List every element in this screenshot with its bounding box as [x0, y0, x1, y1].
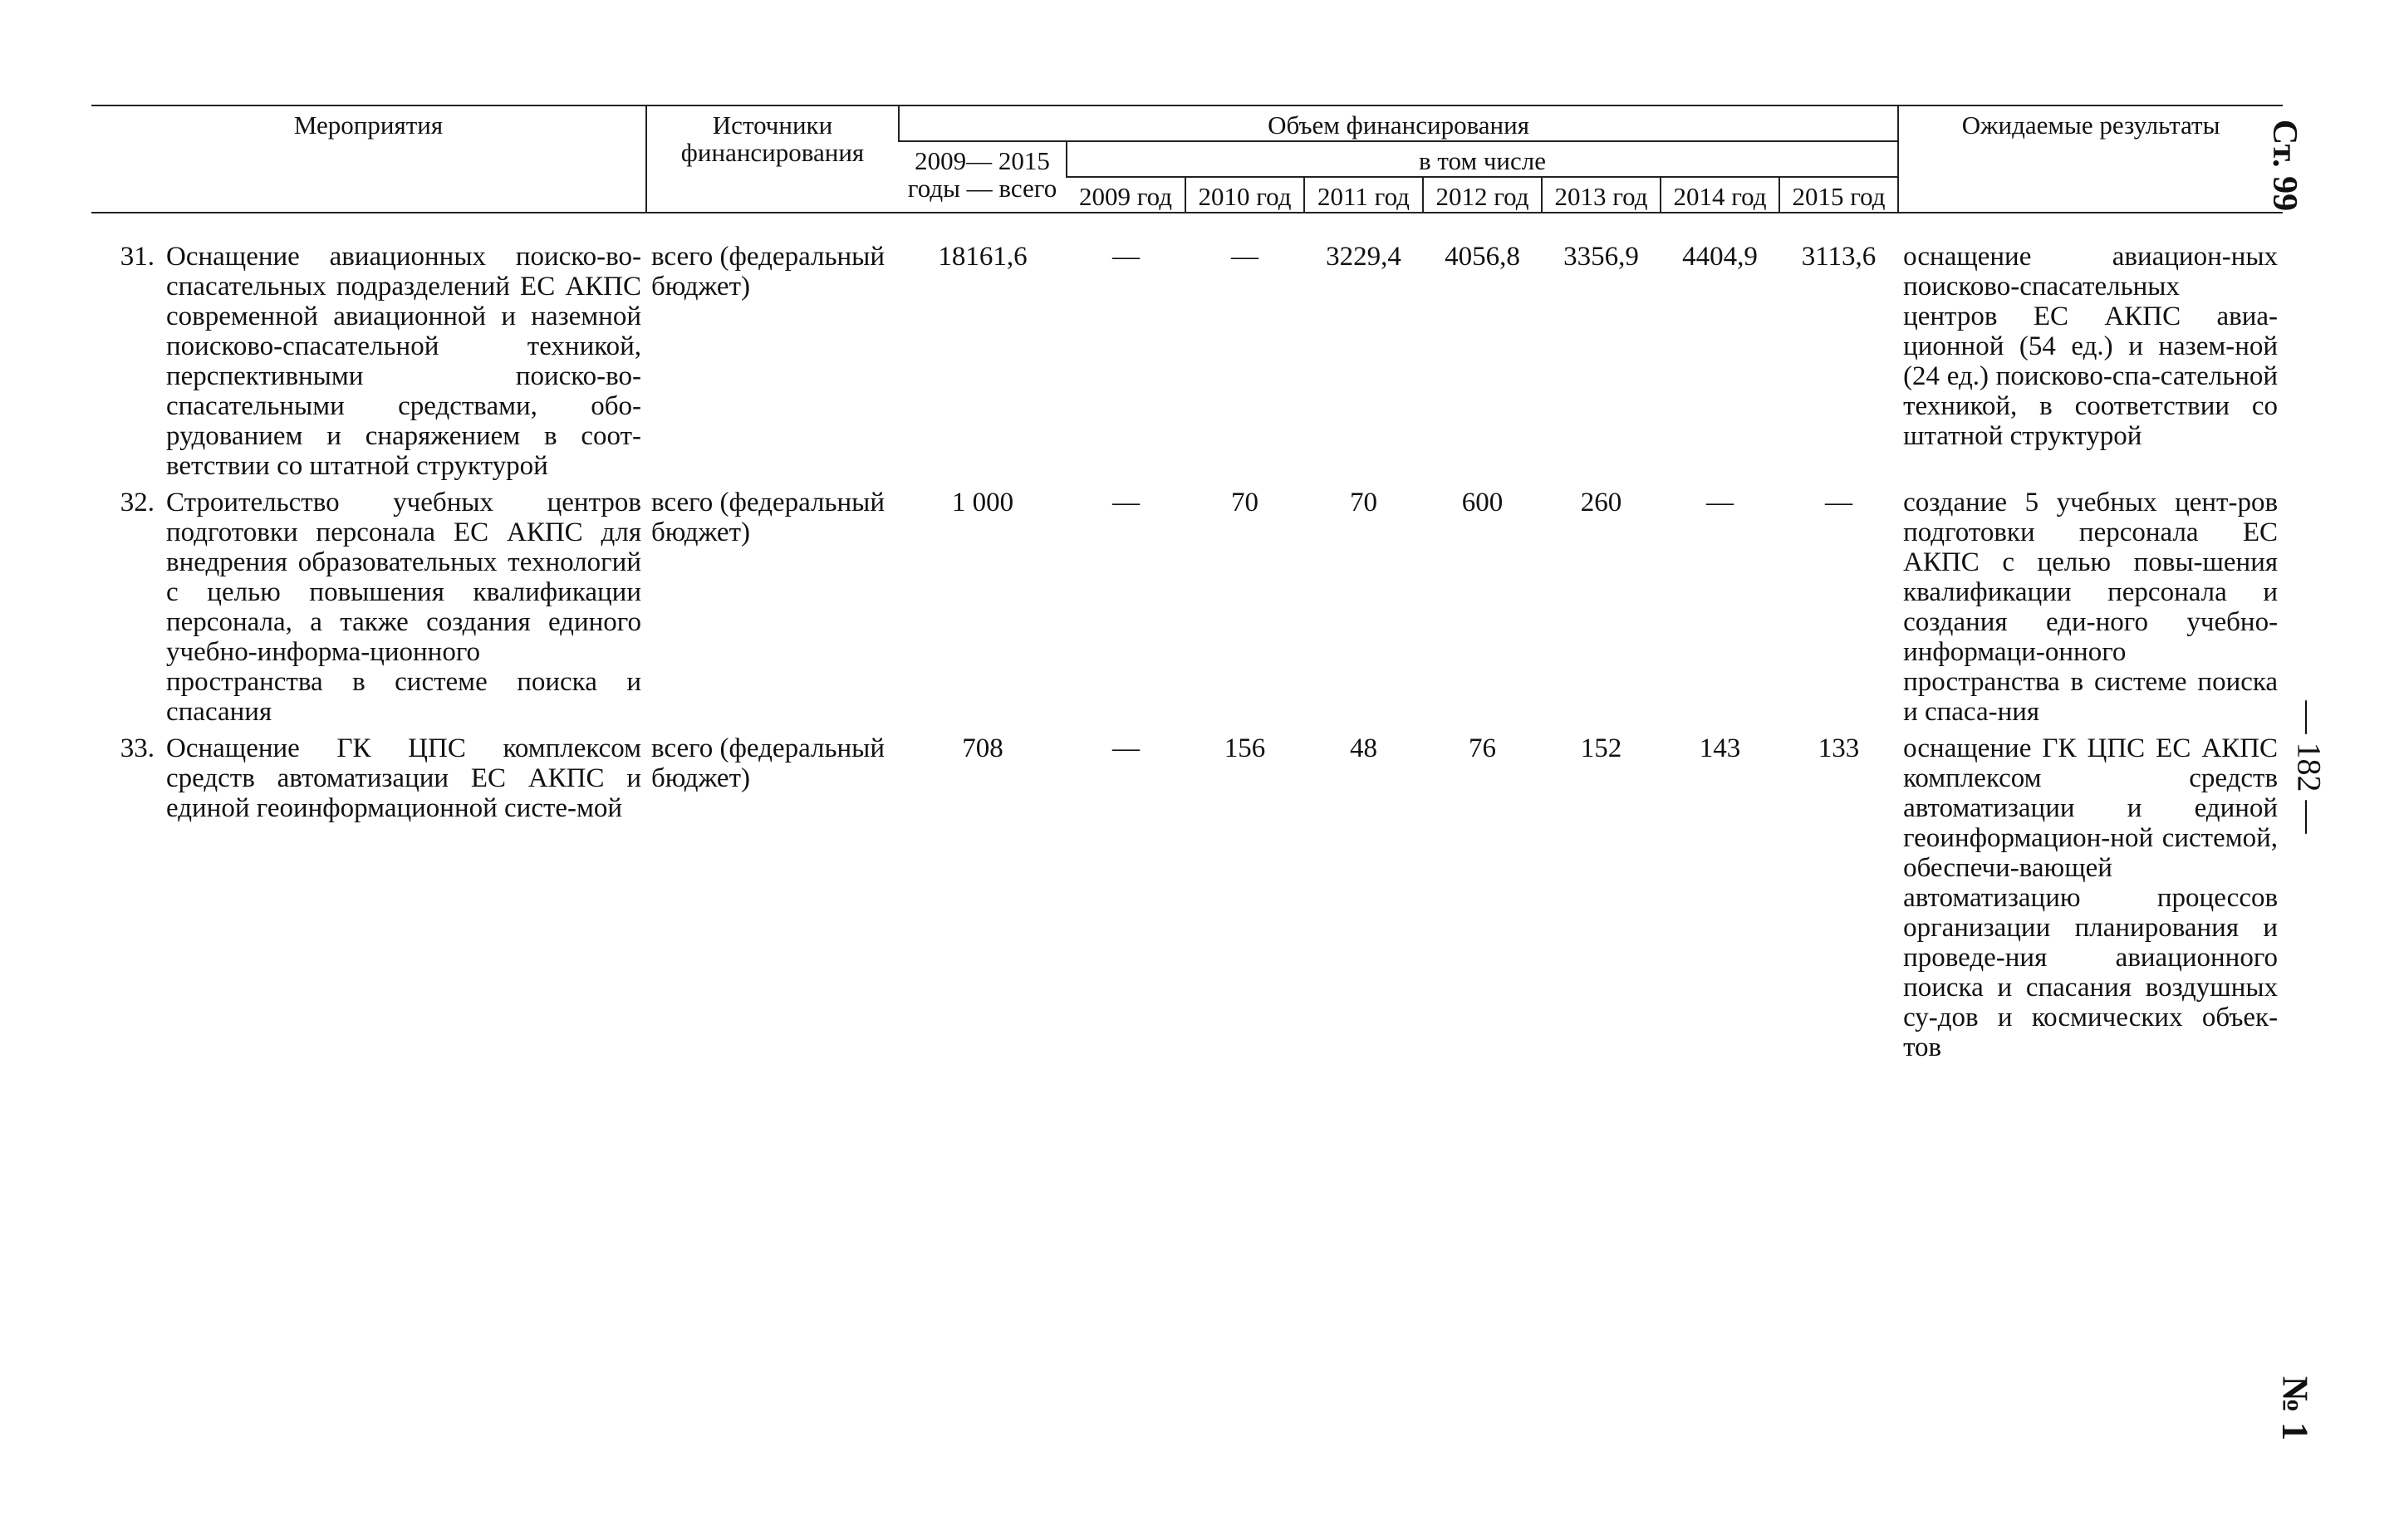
total-cell: 1 000 — [951, 488, 1014, 517]
year-cell: 133 — [1818, 733, 1860, 763]
table-row — [91, 727, 2283, 1062]
row-number: 32. — [120, 488, 155, 517]
measure-cell — [91, 481, 646, 727]
header-year-2012: 2012 год — [1423, 177, 1542, 213]
year-cell: — — [1112, 488, 1140, 517]
header-year-2010: 2010 год — [1185, 177, 1304, 213]
measure-text: Строительство учебных центров подготовки персонала ЕС АКПС для внедрения образовательных технологий с целью повышения квалификации персонала, а также создания единого учебно-информа-ционного пространства в системе поиска и спасания — [166, 488, 641, 727]
page-number: — 182 — — [2290, 700, 2328, 834]
year-cell: 48 — [1350, 733, 1377, 763]
result-cell: оснащение авиацион-ных поисково-спасательных центров ЕС АКПС авиа-ционной (54 ед.) и назем-ной (24 ед.) поисково-спа-сательной техникой, в соответствии со штатной структурой — [1903, 242, 2279, 451]
header-total-period: 2009— 2015 годы — всего — [899, 141, 1067, 213]
header-including: в том числе — [1067, 141, 1898, 177]
year-cell: 70 — [1350, 488, 1377, 517]
result-cell: создание 5 учебных цент-ров подготовки персонала ЕС АКПС с целью повы-шения квалификации персонала и создания еди-ного учебно-информаци-онного пространства в системе поиска и спаса-ния — [1903, 488, 2279, 727]
row-number: 33. — [120, 733, 155, 763]
year-cell: 143 — [1699, 733, 1741, 763]
source-cell: всего (федеральный бюджет) — [651, 488, 886, 547]
total-cell: 18161,6 — [938, 242, 1028, 272]
year-cell: 152 — [1580, 733, 1622, 763]
row-number: 31. — [120, 242, 155, 272]
year-cell: 3356,9 — [1563, 242, 1639, 272]
year-cell: — — [1706, 488, 1734, 517]
year-cell: 70 — [1231, 488, 1258, 517]
page-reference: Ст. 99 — [2265, 119, 2303, 212]
header-year-2009: 2009 год — [1067, 177, 1185, 213]
year-cell: 4056,8 — [1445, 242, 1520, 272]
year-cell: 76 — [1469, 733, 1496, 763]
table-row — [91, 213, 2283, 481]
header-year-2014: 2014 год — [1661, 177, 1779, 213]
year-cell: — — [1231, 242, 1258, 272]
year-cell: — — [1112, 733, 1140, 763]
financing-table — [91, 105, 2283, 1062]
measure-cell — [91, 727, 646, 1062]
year-cell: — — [1112, 242, 1140, 272]
issue-number: № 1 — [2274, 1376, 2316, 1441]
year-cell: 3113,6 — [1801, 242, 1877, 272]
source-cell: всего (федеральный бюджет) — [651, 733, 886, 793]
total-cell: 708 — [962, 733, 1003, 763]
year-cell: 4404,9 — [1682, 242, 1758, 272]
header-volume: Объем финансирования — [899, 105, 1898, 141]
measure-text: Оснащение авиационных поиско-во-спасательных подразделений ЕС АКПС современной авиационной и наземной поисково-спасательной техникой, перспективными поиско-во-спасательными средствами, обо-рудованием и снаряжением в соот-ветствии со штатной структурой — [166, 242, 641, 481]
measure-text: Оснащение ГК ЦПС комплексом средств автоматизации ЕС АКПС и единой геоинформационной систе-мой — [166, 733, 641, 823]
header-measures: Мероприятия — [91, 105, 646, 213]
year-cell: — — [1825, 488, 1853, 517]
source-cell: всего (федеральный бюджет) — [651, 242, 886, 302]
header-year-2015: 2015 год — [1779, 177, 1898, 213]
year-cell: 260 — [1580, 488, 1622, 517]
table-body — [91, 213, 2283, 1062]
measure-cell — [91, 213, 646, 481]
table-header — [91, 105, 2283, 213]
result-cell: оснащение ГК ЦПС ЕС АКПС комплексом средств автоматизации и единой геоинформацион-ной системой, обеспечи-вающей автоматизацию процессов организации планирования и проведе-ния авиационного поиска и спасания воздушных су-дов и космических объек-тов — [1903, 733, 2279, 1062]
header-year-2011: 2011 год — [1304, 177, 1423, 213]
header-results: Ожидаемые результаты — [1898, 105, 2283, 213]
header-sources: Источники финансирования — [646, 105, 899, 213]
year-cell: 3229,4 — [1326, 242, 1401, 272]
year-cell: 600 — [1461, 488, 1504, 517]
header-year-2013: 2013 год — [1542, 177, 1661, 213]
year-cell: 156 — [1224, 733, 1266, 763]
table-row — [91, 481, 2283, 727]
